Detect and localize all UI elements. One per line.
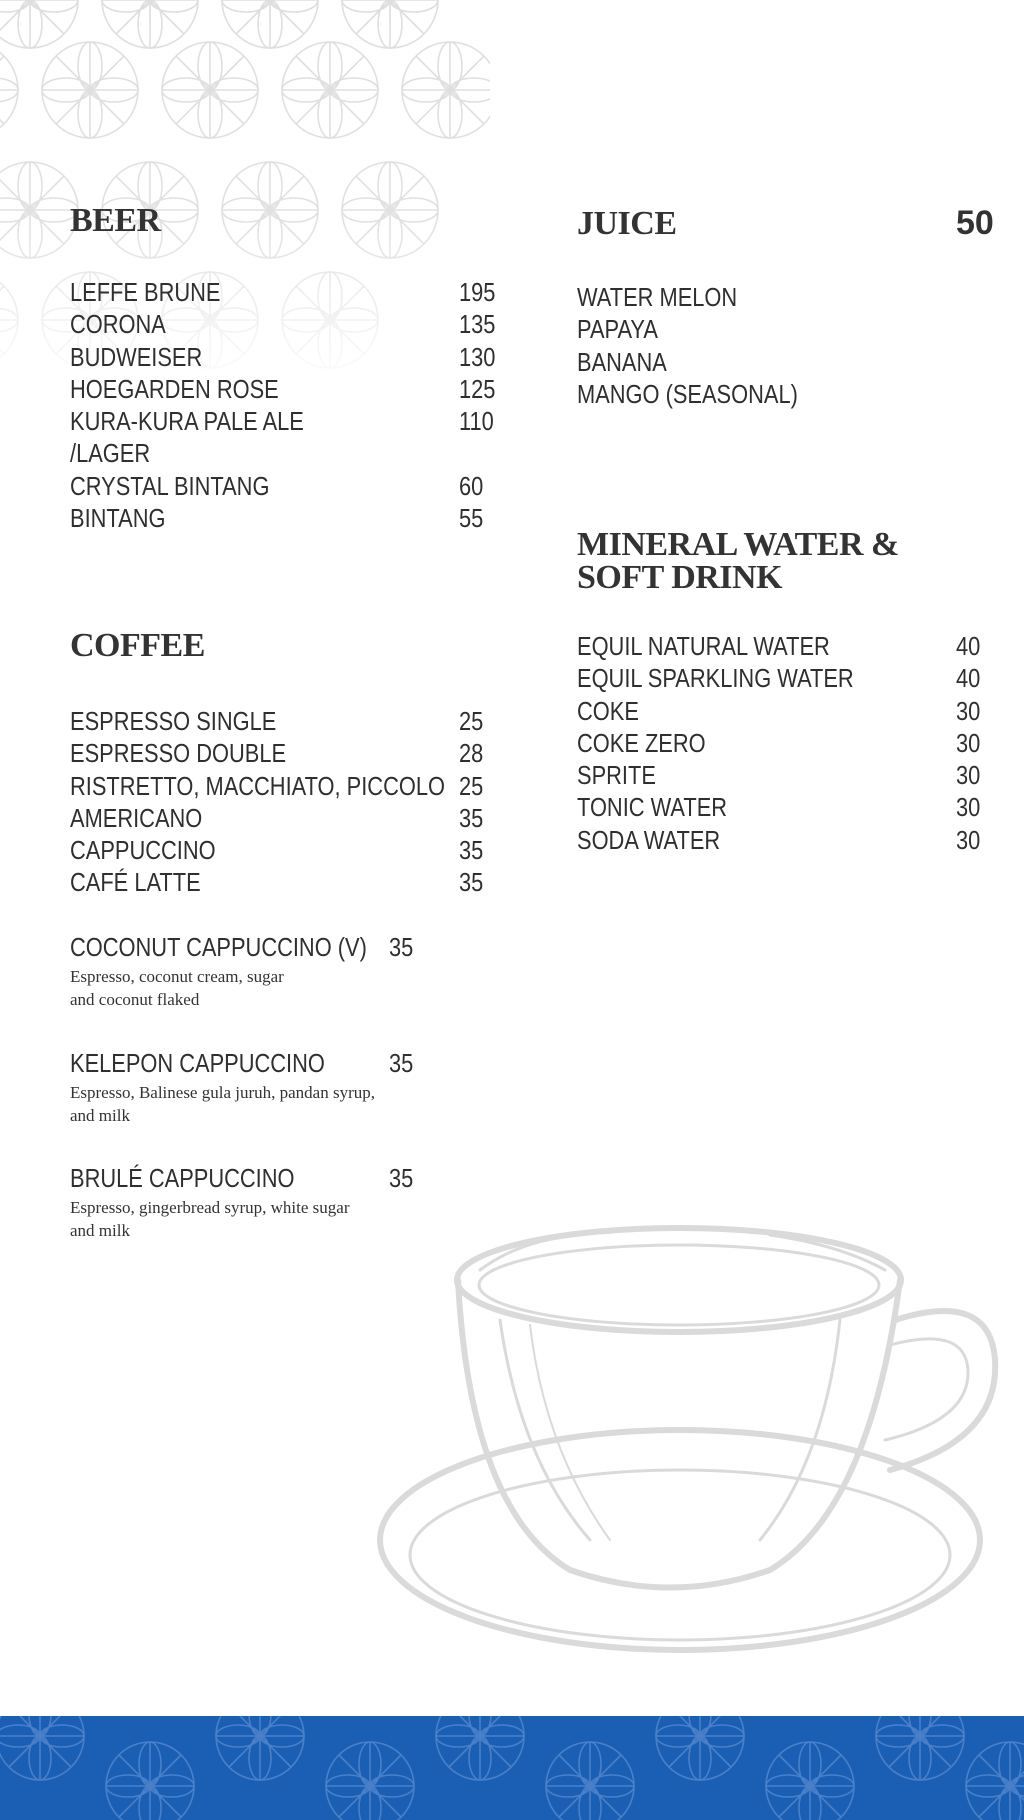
coffee-item-price: 25 bbox=[459, 706, 484, 736]
coffee-title: COFFEE bbox=[70, 627, 205, 664]
coffee-item bbox=[70, 770, 510, 802]
beer-item bbox=[70, 276, 510, 308]
coffee-item bbox=[70, 834, 510, 866]
coffee-list bbox=[70, 705, 510, 899]
coffee-special-description bbox=[70, 965, 450, 1011]
mineral-item-price: 30 bbox=[956, 792, 981, 823]
beer-item-name: BUDWEISER bbox=[70, 341, 203, 372]
coffee-special-name: COCONUT CAPPUCCINO (V) bbox=[70, 932, 367, 962]
coffee-special-price: 35 bbox=[389, 1163, 414, 1193]
beer-item bbox=[70, 308, 510, 340]
mineral-title-line: SOFT DRINK bbox=[577, 559, 783, 596]
coffee-item-price: 35 bbox=[459, 867, 484, 898]
coffee-special-name: KELEPON CAPPUCCINO bbox=[70, 1048, 325, 1078]
coffee-special-item bbox=[70, 1047, 490, 1127]
coffee-special-desc-line: Espresso, gingerbread syrup, white sugar bbox=[70, 1198, 350, 1217]
beer-item-name: BINTANG bbox=[70, 503, 166, 534]
juice-item bbox=[577, 378, 977, 410]
coffee-item-price: 25 bbox=[459, 770, 484, 801]
beer-item-price: 55 bbox=[459, 503, 484, 534]
beer-title: BEER bbox=[70, 202, 161, 239]
coffee-special-price: 35 bbox=[389, 932, 414, 962]
beer-item-price: 195 bbox=[459, 277, 496, 307]
coffee-cup-illustration bbox=[370, 1210, 1010, 1680]
juice-item-name: BANANA bbox=[577, 346, 667, 377]
mineral-item bbox=[577, 695, 997, 727]
mineral-item-name: EQUIL NATURAL WATER bbox=[577, 631, 830, 661]
floral-pattern-footer bbox=[0, 1716, 1024, 1820]
mineral-item-price: 30 bbox=[956, 727, 981, 758]
mineral-item-price: 30 bbox=[956, 695, 981, 726]
beer-item bbox=[70, 341, 510, 373]
mineral-title-line: MINERAL WATER & bbox=[577, 526, 899, 563]
coffee-special-price: 35 bbox=[389, 1048, 414, 1078]
coffee-item-name: ESPRESSO DOUBLE bbox=[70, 738, 287, 769]
mineral-list bbox=[577, 630, 997, 856]
beer-item-name: LEFFE BRUNE bbox=[70, 277, 221, 307]
beer-item-name: CORONA bbox=[70, 309, 166, 340]
mineral-title bbox=[577, 528, 899, 594]
footer-band bbox=[0, 1716, 1024, 1820]
beer-item bbox=[70, 470, 510, 502]
juice-item-name: MANGO (SEASONAL) bbox=[577, 378, 798, 409]
beer-item-price: 125 bbox=[459, 373, 496, 404]
mineral-item-price: 30 bbox=[956, 760, 981, 791]
mineral-item bbox=[577, 662, 997, 694]
juice-item-name: WATER MELON bbox=[577, 282, 738, 312]
beer-list bbox=[70, 276, 510, 534]
beer-item-name: /LAGER bbox=[70, 438, 151, 469]
juice-item-name: PAPAYA bbox=[577, 314, 658, 345]
beer-item-name: KURA-KURA PALE ALE bbox=[70, 406, 304, 437]
beer-item bbox=[70, 405, 510, 437]
juice-price: 50 bbox=[956, 204, 994, 242]
beer-item bbox=[70, 502, 510, 534]
beer-item-price: 135 bbox=[459, 309, 496, 340]
mineral-item bbox=[577, 759, 997, 791]
beer-item-name: CRYSTAL BINTANG bbox=[70, 470, 270, 501]
coffee-special-item bbox=[70, 931, 490, 1011]
coffee-item-name: ESPRESSO SINGLE bbox=[70, 706, 277, 736]
juice-item bbox=[577, 346, 977, 378]
mineral-item-name: EQUIL SPARKLING WATER bbox=[577, 663, 854, 694]
mineral-item-price: 30 bbox=[956, 824, 981, 855]
mineral-item bbox=[577, 824, 997, 856]
coffee-item-price: 35 bbox=[459, 835, 484, 866]
coffee-special-desc-line: and milk bbox=[70, 1106, 130, 1125]
coffee-special-desc-line: and milk bbox=[70, 1221, 130, 1240]
mineral-item-price: 40 bbox=[956, 631, 981, 661]
juice-item bbox=[577, 281, 977, 313]
coffee-item bbox=[70, 866, 510, 898]
coffee-item bbox=[70, 802, 510, 834]
coffee-special-desc-line: Espresso, Balinese gula juruh, pandan syrup, bbox=[70, 1083, 375, 1102]
coffee-special-description bbox=[70, 1081, 450, 1127]
coffee-item bbox=[70, 705, 510, 737]
coffee-special-desc-line: and coconut flaked bbox=[70, 990, 200, 1009]
mineral-item bbox=[577, 727, 997, 759]
beer-item-price: 130 bbox=[459, 341, 496, 372]
coffee-item-name: RISTRETTO, MACCHIATO, PICCOLO bbox=[70, 770, 445, 801]
mineral-item bbox=[577, 630, 997, 662]
mineral-item-name: COKE bbox=[577, 695, 639, 726]
beer-item bbox=[70, 437, 510, 469]
mineral-item-name: TONIC WATER bbox=[577, 792, 728, 823]
juice-list bbox=[577, 281, 977, 410]
mineral-item-name: COKE ZERO bbox=[577, 727, 706, 758]
juice-item bbox=[577, 313, 977, 345]
beer-item-price: 110 bbox=[459, 406, 494, 437]
coffee-item-name: AMERICANO bbox=[70, 802, 203, 833]
mineral-item bbox=[577, 791, 997, 823]
mineral-item-name: SODA WATER bbox=[577, 824, 721, 855]
coffee-special-name: BRULÉ CAPPUCCINO bbox=[70, 1163, 295, 1193]
coffee-item-price: 35 bbox=[459, 802, 484, 833]
coffee-item-name: CAFÉ LATTE bbox=[70, 867, 201, 898]
juice-title: JUICE bbox=[577, 205, 677, 242]
mineral-item-name: SPRITE bbox=[577, 760, 656, 791]
coffee-item-name: CAPPUCCINO bbox=[70, 835, 216, 866]
beer-item bbox=[70, 373, 510, 405]
beer-item-price: 60 bbox=[459, 470, 484, 501]
coffee-item bbox=[70, 737, 510, 769]
mineral-item-price: 40 bbox=[956, 663, 981, 694]
coffee-special-desc-line: Espresso, coconut cream, sugar bbox=[70, 967, 284, 986]
coffee-item-price: 28 bbox=[459, 738, 484, 769]
beer-item-name: HOEGARDEN ROSE bbox=[70, 373, 279, 404]
